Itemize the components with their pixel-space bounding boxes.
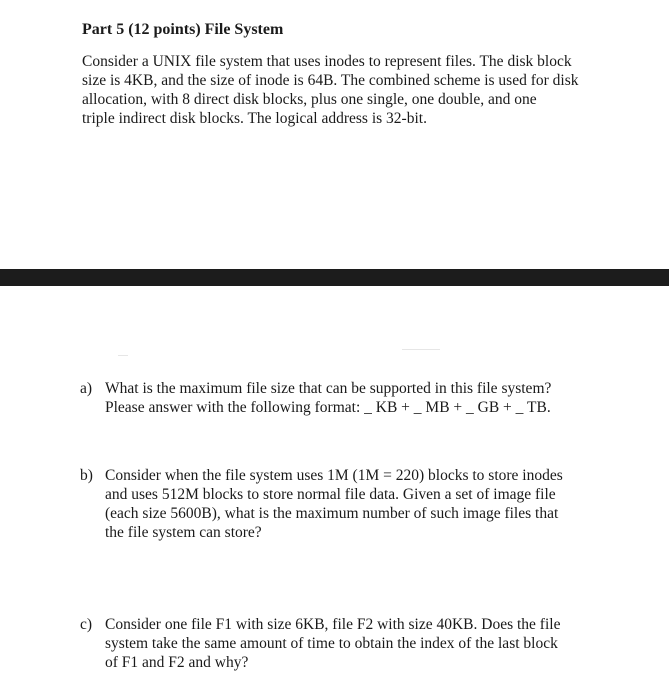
- intro-line: triple indirect disk blocks. The logical address is 32-bit.: [82, 110, 427, 127]
- question-line: the file system can store?: [105, 524, 262, 541]
- black-divider-bar: [0, 269, 669, 286]
- question-text: [105, 615, 560, 672]
- question-label: b): [80, 467, 93, 484]
- intro-line: Consider a UNIX file system that uses inodes to represent files. The disk block: [82, 53, 572, 70]
- question-line: Consider one file F1 with size 6KB, file F2 with size 40KB. Does the file: [105, 616, 561, 633]
- question-label: a): [80, 380, 93, 397]
- question-line: of F1 and F2 and why?: [105, 654, 249, 671]
- problem-intro: [82, 52, 642, 128]
- question-text: [105, 379, 551, 417]
- intro-line: allocation, with 8 direct disk blocks, plus one single, one double, and one: [82, 91, 537, 108]
- scan-artifact: [402, 349, 440, 350]
- question-text: [105, 466, 563, 542]
- question-line: Please answer with the following format: _ KB + _ MB + _ GB + _ TB.: [105, 399, 551, 416]
- intro-line: size is 4KB, and the size of inode is 64B. The combined scheme is used for disk: [82, 72, 579, 89]
- question-line: system take the same amount of time to obtain the index of the last block: [105, 635, 558, 652]
- question-line: What is the maximum file size that can be supported in this file system?: [105, 380, 552, 397]
- question-line: Consider when the file system uses 1M (1M = 220) blocks to store inodes: [105, 467, 563, 484]
- question-label: c): [80, 616, 93, 633]
- scan-artifact: [118, 355, 128, 356]
- question-line: and uses 512M blocks to store normal file data. Given a set of image file: [105, 486, 556, 503]
- section-heading: Part 5 (12 points) File System: [82, 21, 284, 38]
- question-line: (each size 5600B), what is the maximum number of such image files that: [105, 505, 559, 522]
